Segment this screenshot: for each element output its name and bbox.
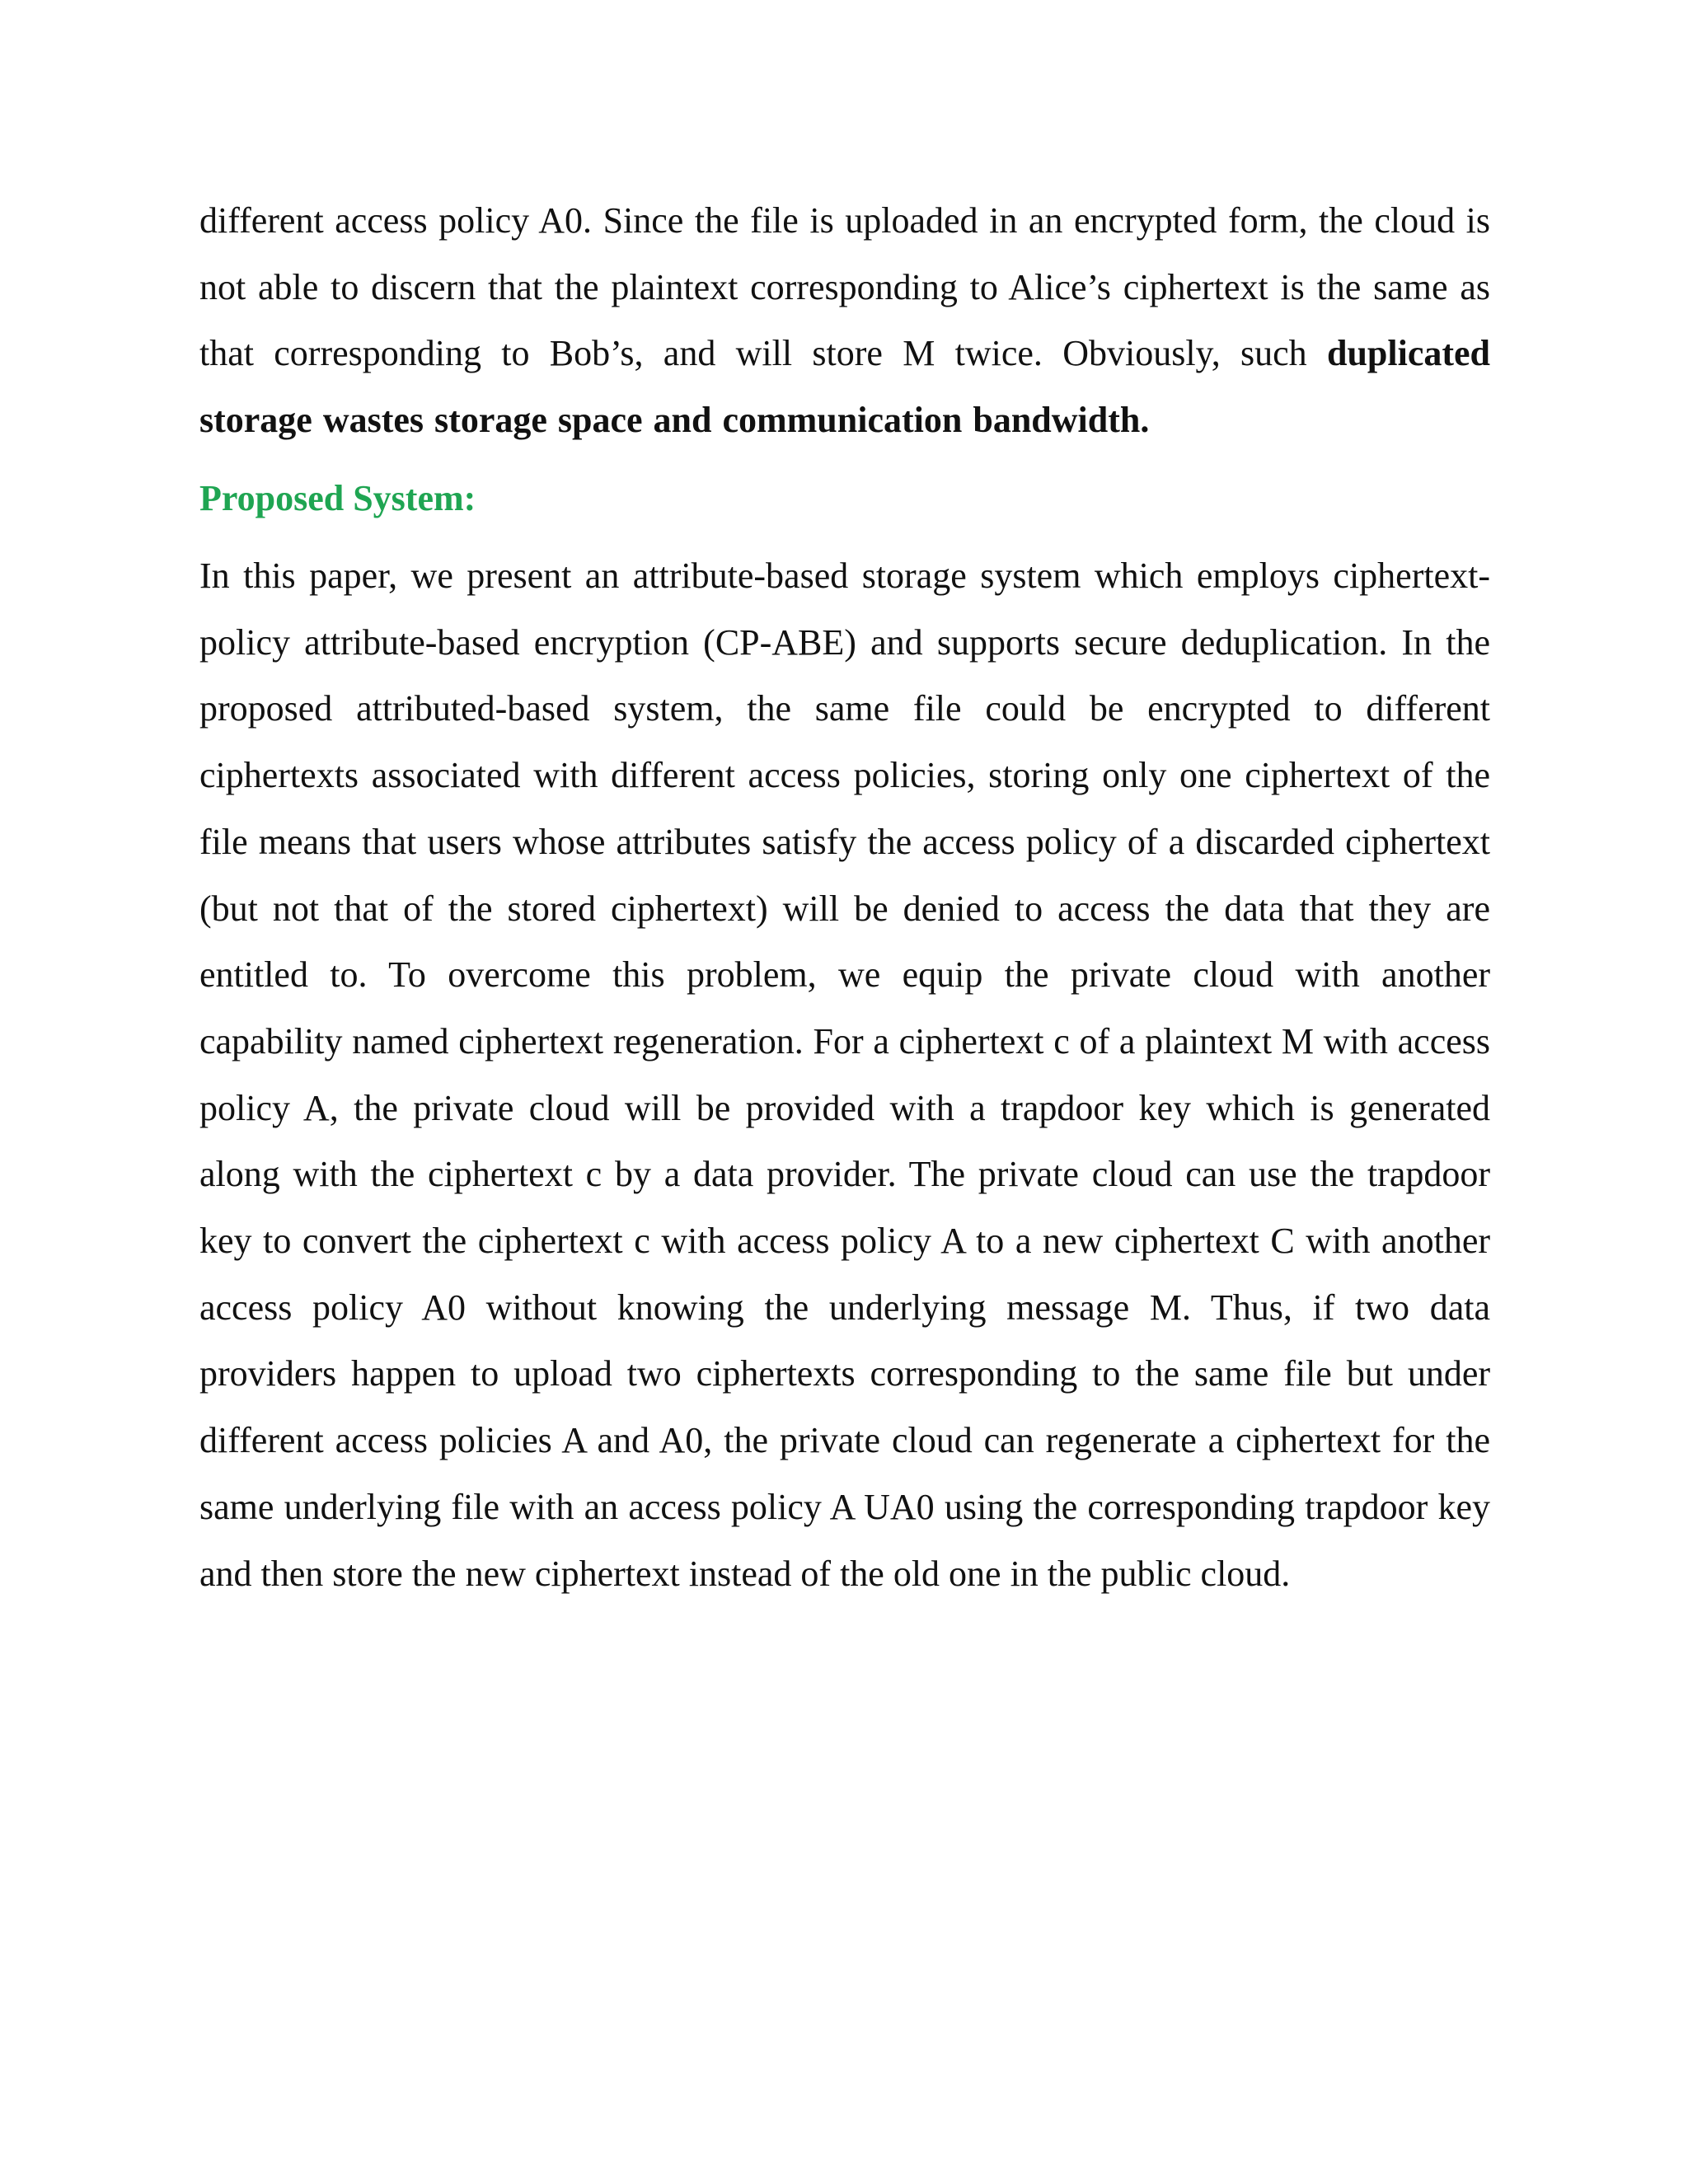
section-body-paragraph: In this paper, we present an attribute-based storage system which employs ciphertext-policy attribute-based encryption (CP-ABE) and supports secure deduplication. In the proposed attributed-based system, the same file could be encrypted to different ciphertexts associated with different access policies, storing only one ciphertext of the file means that users whose attributes satisfy the access policy of a discarded ciphertext (but not that of the stored ciphertext) will be denied to access the data that they are entitled to. To overcome this problem, we equip the private cloud with another capability named ciphertext regeneration. For a ciphertext c of a plaintext M with access policy A, the private cloud will be provided with a trapdoor key which is generated along with the ciphertext c by a data provider. The private cloud can use the trapdoor key to convert the ciphertext c with access policy A to a new ciphertext C with another access policy A0 without knowing the underlying message M. Thus, if two data providers happen to upload two ciphertexts corresponding to the same file but under different access policies A and A0, the private cloud can regenerate a ciphertext for the same underlying file with an access policy A UA0 using the corresponding trapdoor key and then store the new ciphertext instead of the old one in the public cloud.: [199, 555, 1490, 1594]
intro-bold-text: duplicated storage wastes storage space and communication bandwidth.: [199, 333, 1491, 440]
intro-text: different access policy A0. Since the file is uploaded in an encrypted form, the cloud is not able to discern that the plaintext corresponding to Alice’s ciphertext is the same as that corresponding to Bob’s, and will store M twice. Obviously, such: [199, 200, 1490, 373]
intro-paragraph: [199, 188, 1490, 453]
document-page: [199, 188, 1490, 1607]
section-heading: Proposed System:: [199, 478, 476, 518]
